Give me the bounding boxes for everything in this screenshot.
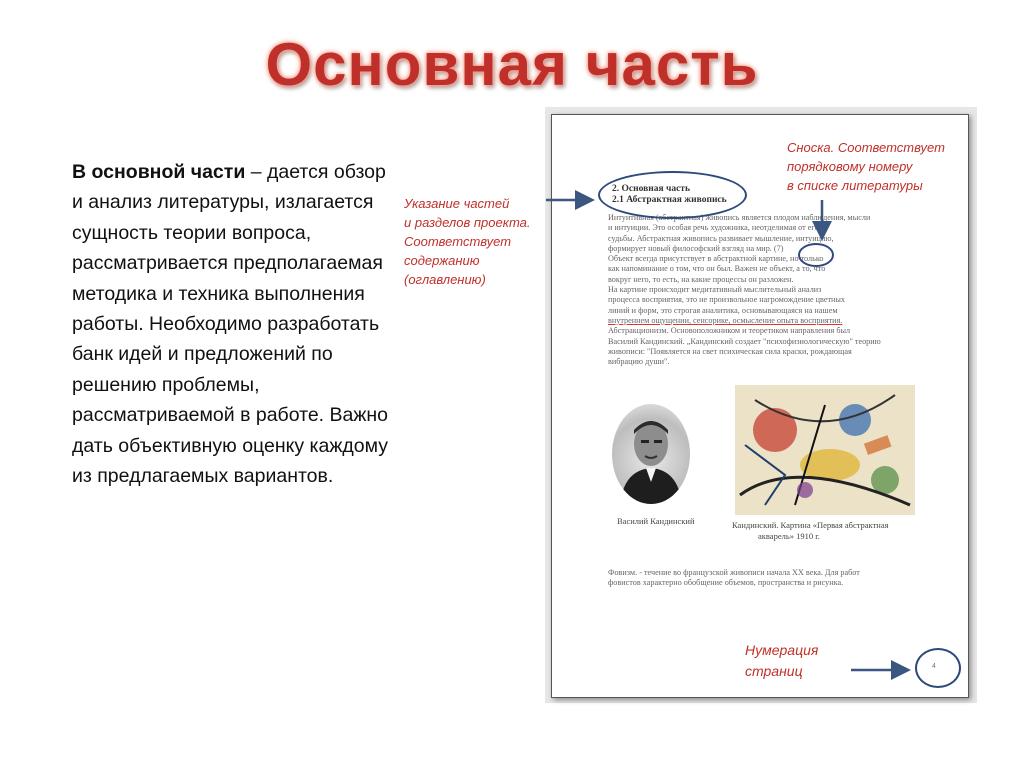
doc-line: вокруг него, то есть, на какие процессы он разложен. (608, 274, 794, 284)
doc-line: Василий Кандинский. „Кандинский создает "психофизиологическую" теорию (608, 336, 881, 346)
body-rest: – дается обзор и анализ литературы, излагается сущность теории вопроса, рассматривается предполагаемая методика и техника выполнения работы. Необходимо разработать банк идей и предложений по решению проблемы, рассматриваемой в работе. Важно дать объективную оценку каждому из предлагаемых вариантов. (72, 161, 389, 488)
annotation-line: Сноска. Соответствует (787, 140, 945, 155)
annotation-line: порядковому номеру (787, 159, 913, 174)
doc-line: формирует новый философский взгляд на мир. (7) (608, 243, 784, 253)
annotation-line: Нумерация (745, 642, 819, 658)
doc-line: Абстракционизм. Основоположником и теоретиком направления был (608, 326, 851, 336)
page-number: 4 (932, 663, 936, 670)
doc-line: вибрацию души". (608, 357, 670, 367)
doc-line: Объект всегда присутствует в абстрактной картине, но только (608, 254, 824, 264)
painting-caption-line: акварель» 1910 г. (758, 531, 820, 541)
doc-line: линий и форм, это строгая аналитика, основывающаяся на нашем (608, 305, 838, 315)
annotation-line: Соответствует (404, 234, 512, 249)
annotation-line: страниц (745, 663, 803, 679)
annotation-line: и разделов проекта. (404, 215, 531, 230)
doc-line: фовистов характерно обобщение объемов, пространства и рисунка. (608, 578, 844, 588)
portrait-caption: Василий Кандинский (617, 516, 695, 526)
doc-heading-1: 2. Основная часть (612, 184, 690, 194)
body-bold-phrase: В основной части (72, 161, 246, 183)
annotation-line: в списке литературы (787, 178, 923, 193)
doc-heading-2: 2.1 Абстрактная живопись (612, 195, 727, 205)
doc-line: На картине происходит медитативный мыслительный анализ (608, 285, 822, 295)
doc-line: внутреннем ощущении, сенсорике, осмысление опыта восприятия. (608, 315, 843, 325)
annotation-line: Указание частей (404, 196, 510, 211)
painting-caption-line: Кандинский. Картина «Первая абстрактная (732, 520, 889, 530)
doc-line: живописи: "Появляется на свет психическая сила краски, рождающая (608, 346, 852, 356)
slide-title: Основная часть (265, 31, 759, 98)
doc-line: процесса восприятия, это не произвольное нагромождение цветных (608, 295, 846, 305)
doc-line: как напоминание о том, что он был. Важен не объект, а то, что (608, 264, 826, 274)
doc-line: Интуитивная (абстрактная) живопись является плодом наблюдения, мысли (608, 213, 871, 222)
annotation-line: содержанию (404, 253, 480, 268)
doc-line: и интуиции. Это особая речь художника, неотделимая от его (608, 223, 819, 233)
annotation-line: (оглавлению) (404, 272, 486, 287)
doc-line: судьбы. Абстрактная живопись развивает мышление, интуицию, (608, 233, 834, 243)
doc-line: Фовизм. - течение во французской живописи начала XX века. Для работ (608, 568, 860, 577)
